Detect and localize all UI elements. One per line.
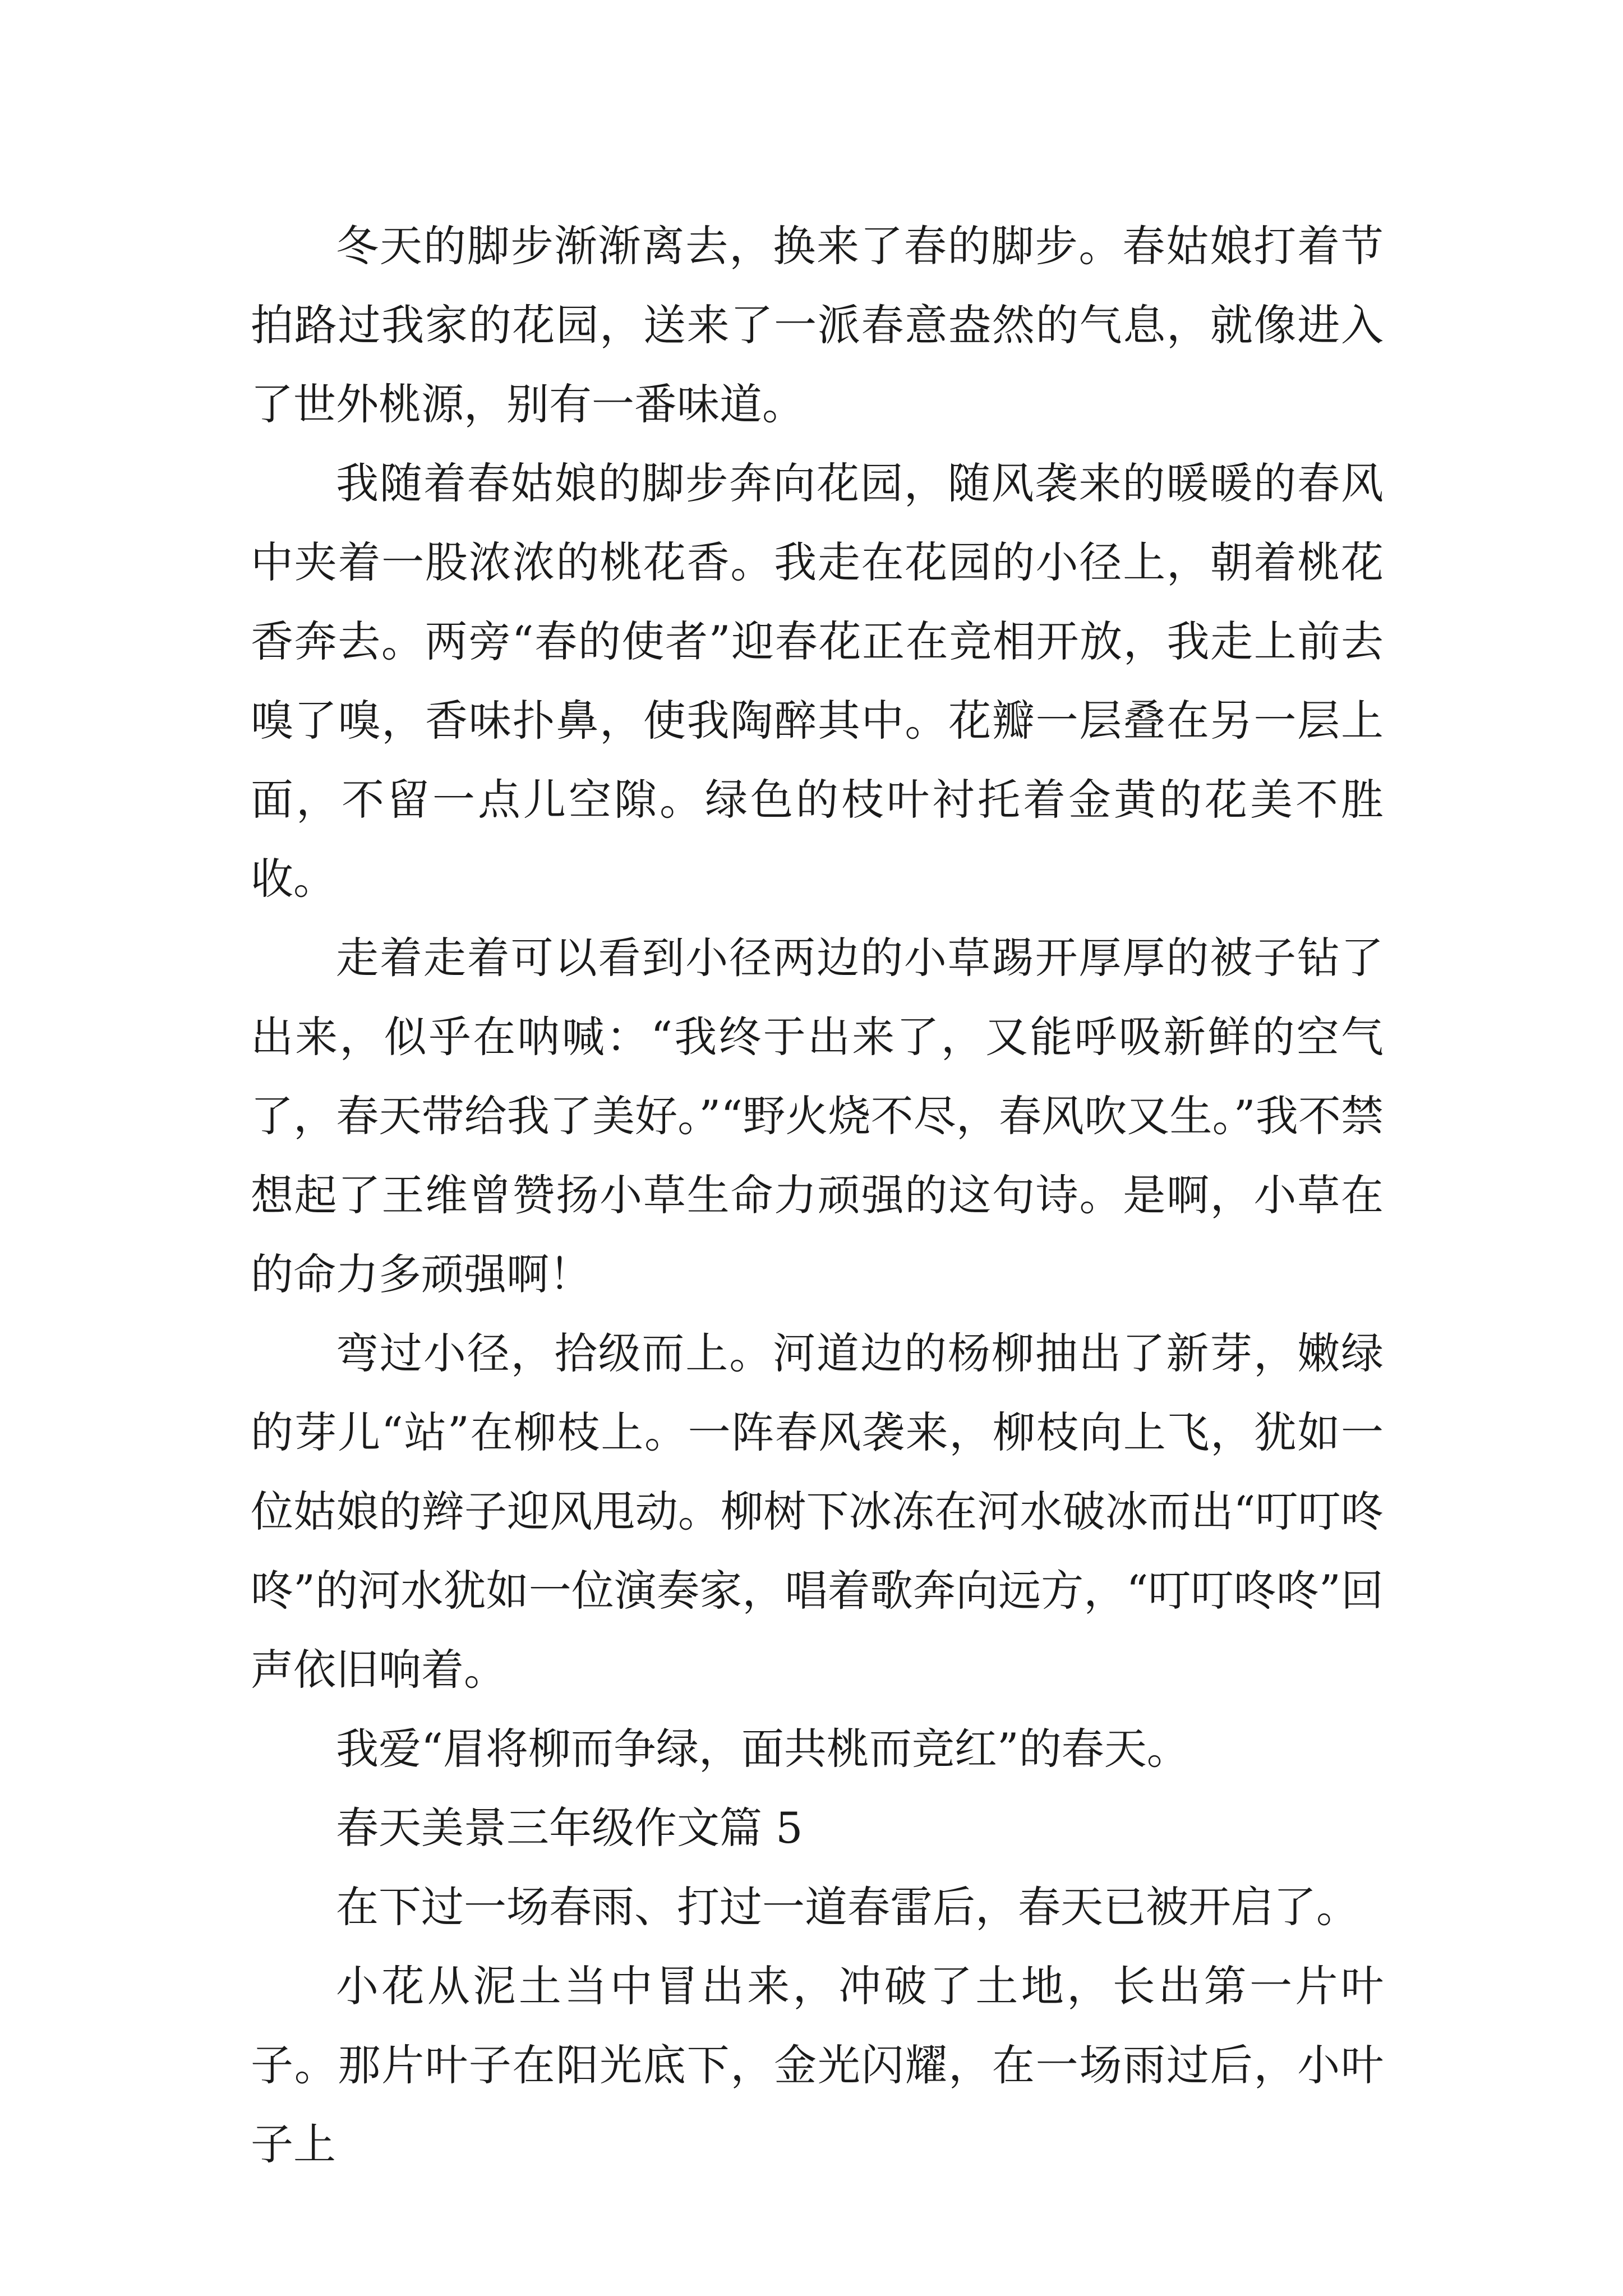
- paragraph: 我随着春姑娘的脚步奔向花园，随风袭来的暖暖的春风中夹着一股浓浓的桃花香。我走在花园的小径上，朝着桃花香奔去。两旁“春的使者”迎春花正在竞相开放，我走上前去嗅了嗅，香味扑鼻，使我陶醉其中。花瓣一层叠在另一层上面，不留一点儿空隙。绿色的枝叶衬托着金黄的花美不胜收。: [251, 458, 1384, 904]
- paragraph: 走着走着可以看到小径两边的小草踢开厚厚的被子钻了出来，似乎在呐喊：“我终于出来了，又能呼吸新鲜的空气了，春天带给我了美好。”“野火烧不尽，春风吹又生。”我不禁想起了王维曾赞扬小草生命力顽强的这句诗。是啊，小草在的命力多顽强啊！: [251, 933, 1384, 1299]
- paragraph: 我爱“眉将柳而争绿，面共桃而竞红”的春天。: [336, 1724, 1189, 1774]
- paragraph: 弯过小径，拾级而上。河道边的杨柳抽出了新芽，嫩绿的芽儿“站”在柳枝上。一阵春风袭来，柳枝向上飞，犹如一位姑娘的辫子迎风甩动。柳树下冰冻在河水破冰而出“叮叮咚咚”的河水犹如一位演奏家，唱着歌奔向远方，“叮叮咚咚”回声依旧响着。: [251, 1328, 1384, 1695]
- paragraph: 冬天的脚步渐渐离去，换来了春的脚步。春姑娘打着节拍路过我家的花园，送来了一派春意盎然的气息，就像进入了世外桃源，别有一番味道。: [251, 221, 1384, 429]
- document-body: [251, 206, 1384, 2184]
- paragraph: 在下过一场春雨、打过一道春雷后，春天已被开启了。: [336, 1882, 1359, 1932]
- paragraph: 小花从泥土当中冒出来，冲破了土地，长出第一片叶子。那片叶子在阳光底下，金光闪耀，在一场雨过后，小叶子上: [251, 1961, 1384, 2169]
- section-title: 春天美景三年级作文篇 5: [336, 1803, 803, 1853]
